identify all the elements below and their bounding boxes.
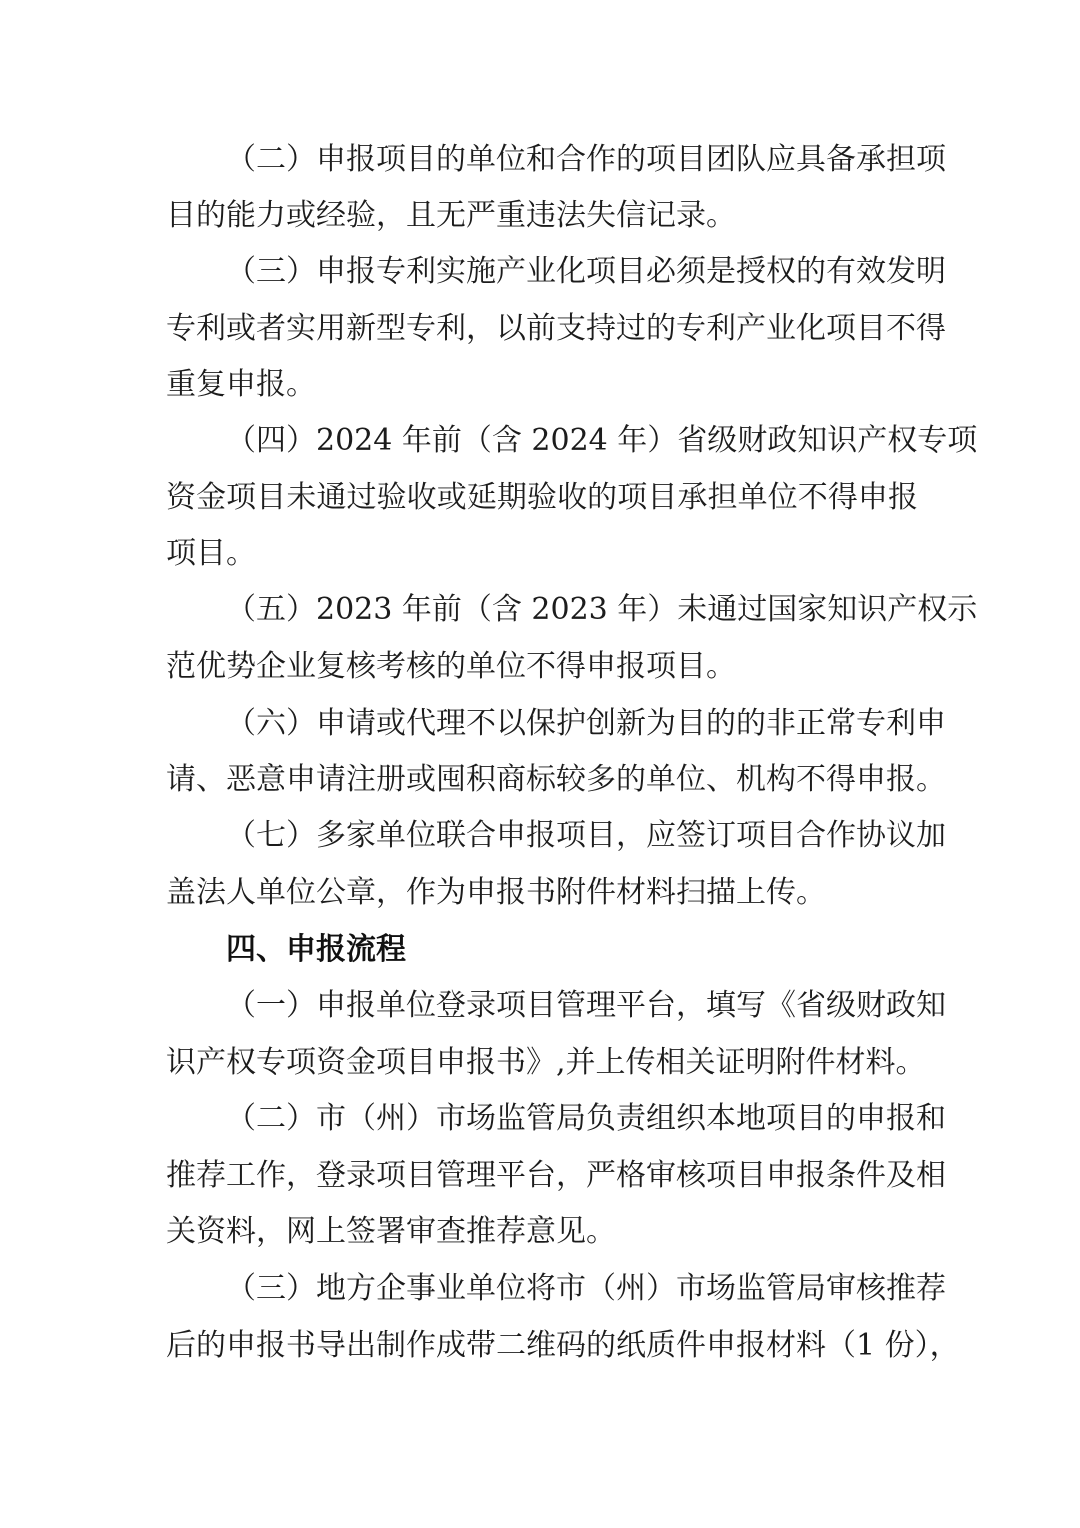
paragraph-line: 识产权专项资金项目申报书》,并上传相关证明附件材料。 [166,1045,926,1080]
paragraph-line: 专利或者实用新型专利，以前支持过的专利产业化项目不得 [166,311,946,346]
paragraph-line: 请、恶意申请注册或囤积商标较多的单位、机构不得申报。 [166,762,946,797]
paragraph-line: 关资料，网上签署审查推荐意见。 [166,1214,616,1249]
paragraph-line: （二）申报项目的单位和合作的项目团队应具备承担项 [226,142,946,177]
paragraph-line: 项目。 [166,536,256,571]
section-heading: 四、申报流程 [226,932,406,967]
paragraph-line: 目的能力或经验，且无严重违法失信记录。 [166,198,736,233]
paragraph-line: 资金项目未通过验收或延期验收的项目承担单位不得申报 [166,480,918,515]
paragraph-line: （四）2024 年前（含 2024 年）省级财政知识产权专项 [226,423,978,458]
paragraph-line: 推荐工作，登录项目管理平台，严格审核项目申报条件及相 [166,1158,946,1193]
paragraph-line: （七）多家单位联合申报项目，应签订项目合作协议加 [226,818,946,853]
paragraph-line: （三）地方企事业单位将市（州）市场监管局审核推荐 [226,1271,946,1306]
paragraph-line: 盖法人单位公章，作为申报书附件材料扫描上传。 [166,875,826,910]
paragraph-line: （三）申报专利实施产业化项目必须是授权的有效发明 [226,254,946,289]
paragraph-line: （一）申报单位登录项目管理平台，填写《省级财政知 [226,988,946,1023]
paragraph-line: （二）市（州）市场监管局负责组织本地项目的申报和 [226,1101,946,1136]
paragraph-line: 范优势企业复核考核的单位不得申报项目。 [166,649,736,684]
paragraph-line: （六）申请或代理不以保护创新为目的的非正常专利申 [226,706,946,741]
paragraph-line: 重复申报。 [166,367,316,402]
paragraph-line: 后的申报书导出制作成带二维码的纸质件申报材料（1 份）， [166,1328,960,1363]
paragraph-line: （五）2023 年前（含 2023 年）未通过国家知识产权示 [226,592,978,627]
